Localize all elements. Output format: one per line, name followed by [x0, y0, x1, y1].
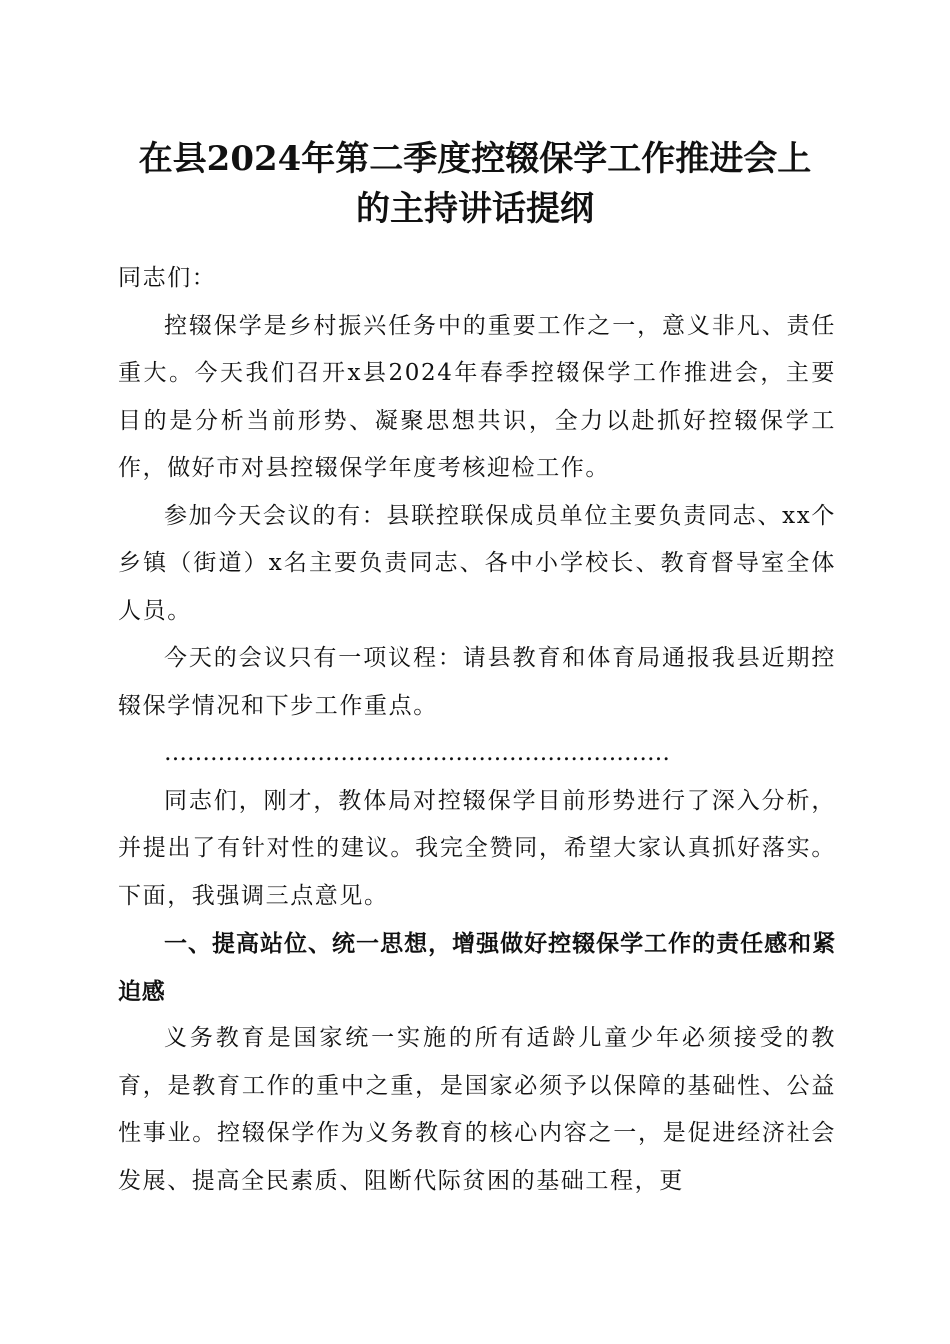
section-heading-1: 一、提高站位、统一思想，增强做好控辍保学工作的责任感和紧迫感	[118, 930, 836, 1005]
title-line-1: 在县2024年第二季度控辍保学工作推进会上	[138, 139, 812, 179]
document-title	[110, 134, 840, 234]
paragraph-purpose: 控辍保学是乡村振兴任务中的重要工作之一，意义非凡、责任重大。今天我们召开x县2024年春季控辍保学工作推进会，主要目的是分析当前形势、凝聚思想共识，全力以赴抓好控辍保学工作，做好市对县控辍保学年度考核迎检工作。	[118, 312, 836, 481]
paragraph-section-1: 义务教育是国家统一实施的所有适龄儿童少年必须接受的教育，是教育工作的重中之重，是国家必须予以保障的基础性、公益性事业。控辍保学作为义务教育的核心内容之一，是促进经济社会发展、提高全民素质、阻断代际贫困的基础工程，更	[118, 1025, 836, 1194]
salutation: 同志们：	[118, 265, 217, 291]
paragraph-attendees: 参加今天会议的有：县联控联保成员单位主要负责同志、xx个乡镇（街道）x名主要负责同志、各中小学校长、教育督导室全体人员。	[118, 502, 836, 624]
paragraph-transition: 同志们，刚才，教体局对控辍保学目前形势进行了深入分析，并提出了有针对性的建议。我完全赞同，希望大家认真抓好落实。下面，我强调三点意见。	[118, 787, 836, 909]
document-body	[118, 255, 836, 1205]
ellipsis-divider: …………………………………………………………	[164, 740, 670, 766]
title-line-2: 的主持讲话提纲	[356, 189, 594, 229]
paragraph-agenda: 今天的会议只有一项议程：请县教育和体育局通报我县近期控辍保学情况和下步工作重点。	[118, 645, 836, 719]
